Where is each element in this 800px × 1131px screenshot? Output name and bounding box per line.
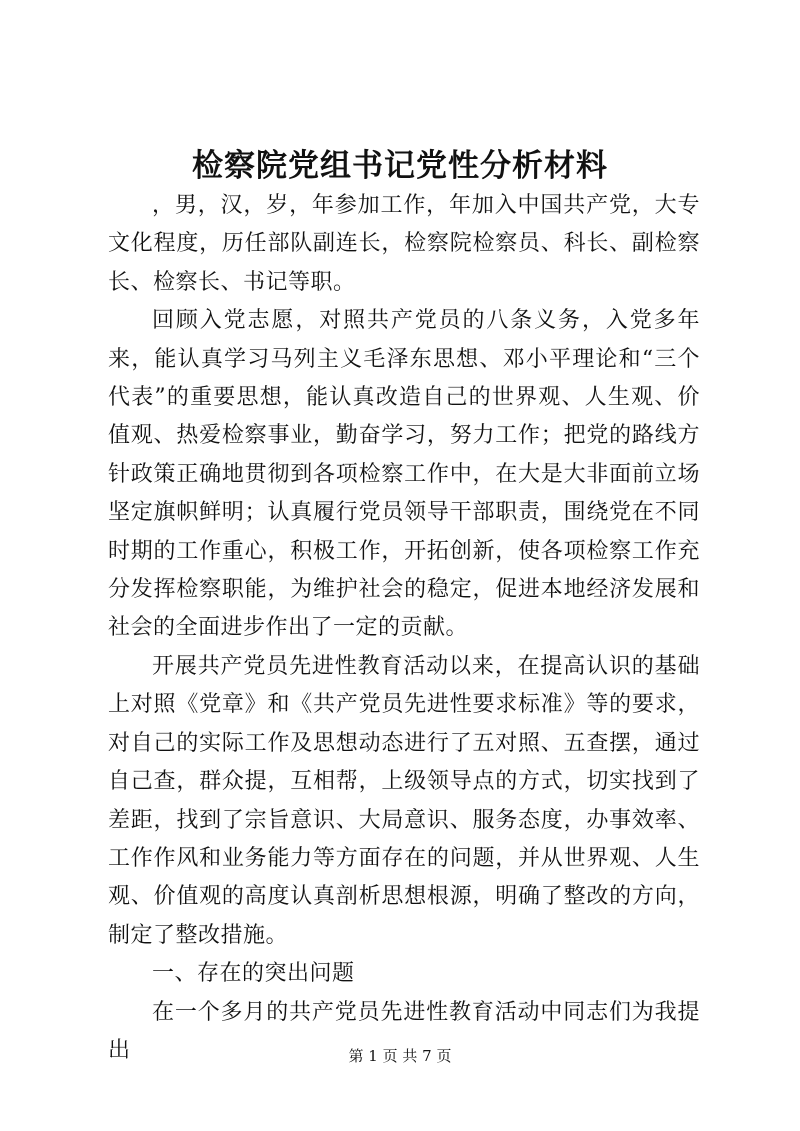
document-title: 检察院党组书记党性分析材料 bbox=[192, 148, 608, 184]
paragraph-personal-info: ，男，汉，岁，年参加工作，年加入中国共产党，大专文化程度，历任部队副连长，检察院检察员、科长、副检察长、检察长、书记等职。 bbox=[108, 193, 700, 295]
section-heading-problems: 一、存在的突出问题 bbox=[152, 961, 355, 987]
paragraph-problems-intro: 在一个多月的共产党员先进性教育活动中同志们为我提出 bbox=[108, 999, 700, 1063]
page-number: 第 1 页 共 7 页 bbox=[348, 1047, 452, 1065]
document-body bbox=[108, 187, 700, 1070]
paragraph-review: 回顾入党志愿，对照共产党员的八条义务，入党多年来，能认真学习马列主义毛泽东思想、邓小平理论和“三个代表”的重要思想，能认真改造自己的世界观、人生观、价值观、热爱检察事业，勤奋学习，努力工作；把党的路线方针政策正确地贯彻到各项检察工作中，在大是大非面前立场坚定旗帜鲜明；认真履行党员领导干部职责，围绕党在不同时期的工作重心，积极工作，开拓创新，使各项检察工作充分发挥检察职能，为维护社会的稳定，促进本地经济发展和社会的全面进步作出了一定的贡献。 bbox=[108, 308, 700, 641]
paragraph-education-activity: 开展共产党员先进性教育活动以来，在提高认识的基础上对照《党章》和《共产党员先进性要求标准》等的要求，对自己的实际工作及思想动态进行了五对照、五查摆，通过自己查，群众提，互相帮，上级领导点的方式，切实找到了差距，找到了宗旨意识、大局意识、服务态度，办事效率、工作作风和业务能力等方面存在的问题，并从世界观、人生观、价值观的高度认真剖析思想根源，明确了整改的方向，制定了整改措施。 bbox=[108, 653, 700, 948]
